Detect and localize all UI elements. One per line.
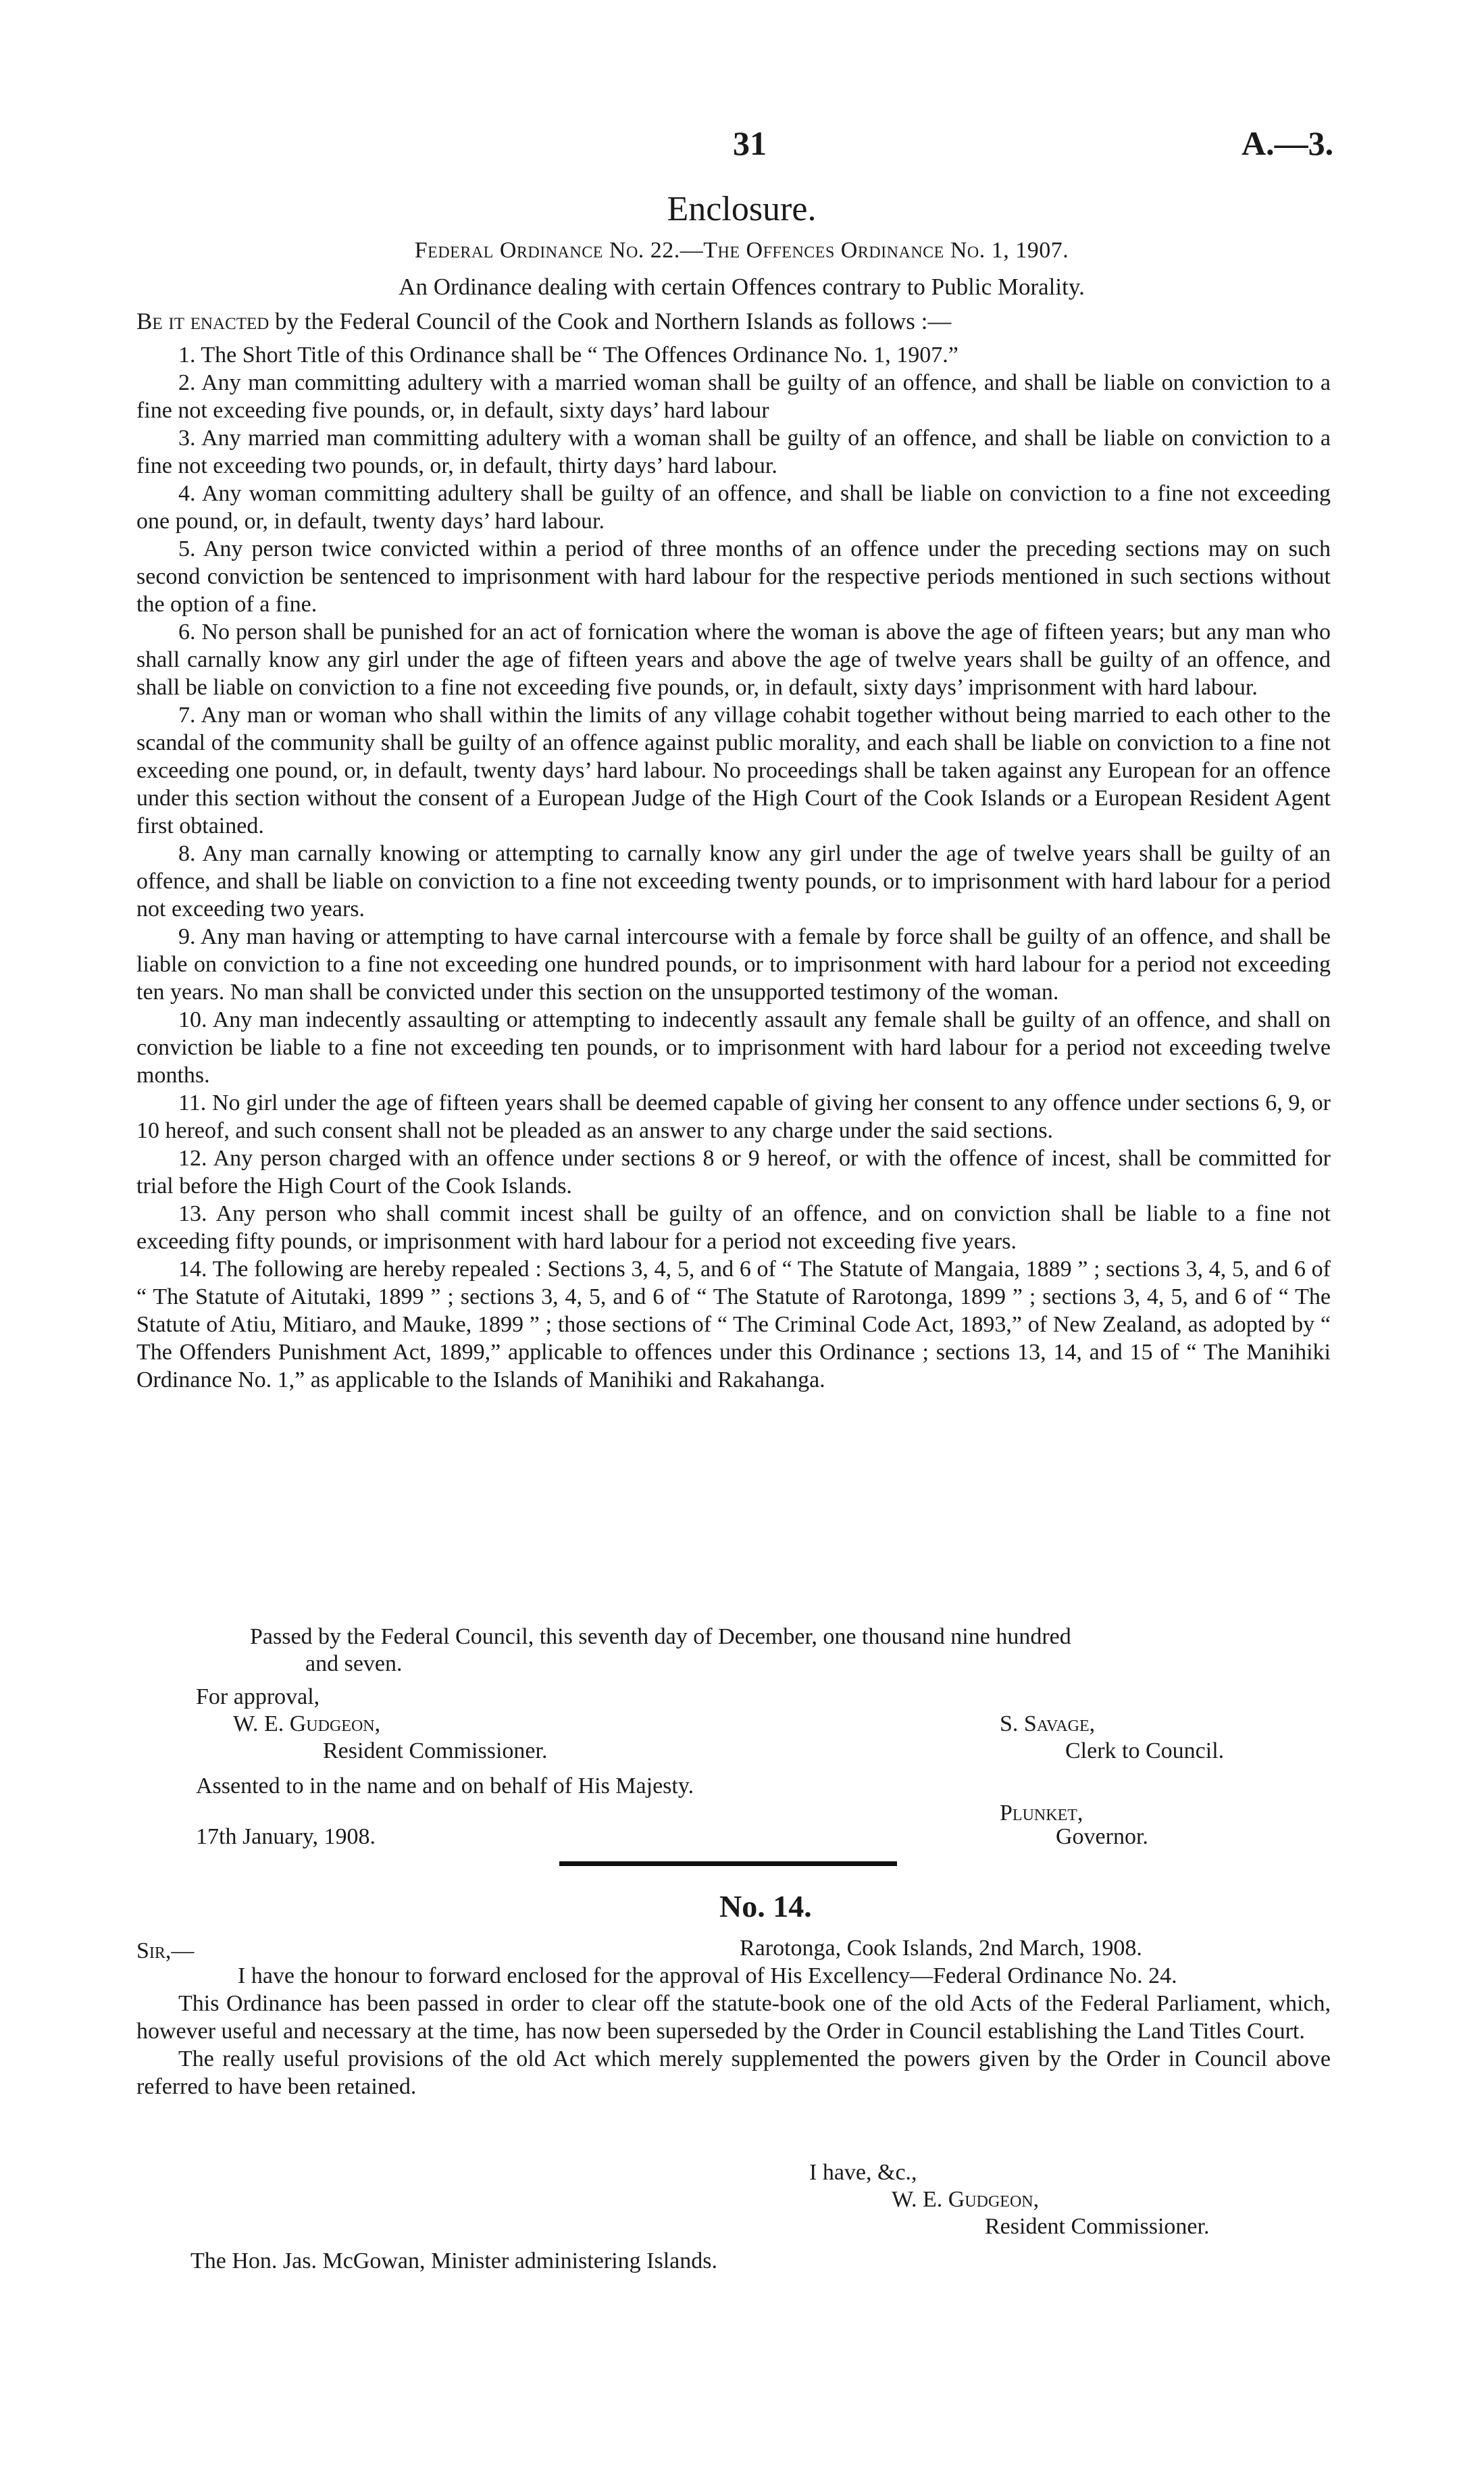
letter-addressee: The Hon. Jas. McGowan, Minister administering Islands. xyxy=(190,2248,717,2273)
section-divider xyxy=(559,1861,897,1866)
for-approval: For approval, xyxy=(196,1684,320,1709)
section-13: 13. Any person who shall commit incest shall be guilty of an offence, and on conviction shall be liable to a fine not exceeding fifty pounds, or imprisonment with hard labour for a period not exceeding five years. xyxy=(136,1201,1331,1254)
letter-signer-name: W. E. Gudgeon, xyxy=(892,2187,1040,2212)
ordinance-subtitle: An Ordinance dealing with certain Offences contrary to Public Morality. xyxy=(399,274,1085,300)
letter-body xyxy=(136,1962,1331,2100)
section-10: 10. Any man indecently assaulting or attempting to indecently assault any female shall be guilty of an offence, and shall on conviction be liable to a fine not exceeding ten pounds, or to imprisonment with hard labour for a period not exceeding twelve months. xyxy=(136,1007,1331,1088)
passed-line-1: Passed by the Federal Council, this seventh day of December, one thousand nine hundred xyxy=(250,1624,1071,1649)
enacting-clause xyxy=(136,308,951,335)
assent-date: 17th January, 1908. xyxy=(196,1824,376,1849)
commissioner-name: W. E. Gudgeon, xyxy=(233,1711,381,1736)
section-8: 8. Any man carnally knowing or attempting to carnally know any girl under the age of twelve years shall be guilty of an offence, and shall be liable on conviction to a fine not exceeding twenty pounds, or to imprisonment with hard labour for a period not exceeding two years. xyxy=(136,841,1331,922)
letter-closing: I have, &c., xyxy=(809,2160,917,2185)
ordinance-sections xyxy=(136,341,1331,1394)
page-number: 31 xyxy=(733,124,767,162)
section-9: 9. Any man having or attempting to have carnal intercourse with a female by force shall be guilty of an offence, and shall be liable on conviction to a fine not exceeding one hundred pounds, or to imprisonment with hard labour for a period not exceeding ten years. No man shall be convicted under this section on the unsupported testimony of the woman. xyxy=(136,924,1331,1005)
commissioner-title: Resident Commissioner. xyxy=(323,1738,548,1763)
enclosure-heading: Enclosure. xyxy=(667,190,817,228)
letter-paragraph-3: The really useful provisions of the old Act which merely supplemented the powers given by the Order in Council above referred to have been retained. xyxy=(136,2046,1331,2099)
section-2: 2. Any man committing adultery with a married woman shall be guilty of an offence, and shall be liable on conviction to a fine not exceeding five pounds, or, in default, sixty days’ hard labour xyxy=(136,370,1331,423)
letter-paragraph-2: This Ordinance has been passed in order to clear off the statute-book one of the old Acts of the Federal Parliament, which, however useful and necessary at the time, has now been superseded by the Order in Council establishing the Land Titles Court. xyxy=(136,1991,1331,2044)
section-5: 5. Any person twice convicted within a period of three months of an offence under the preceding sections may on such second conviction be sentenced to imprisonment with hard labour for the respective periods mentioned in such sections without the option of a fine. xyxy=(136,536,1331,617)
clerk-name: S. Savage, xyxy=(1000,1711,1096,1736)
governor-title: Governor. xyxy=(1056,1824,1148,1849)
letter-signer-title: Resident Commissioner. xyxy=(985,2214,1210,2239)
salutation: Sir,— xyxy=(136,1938,195,1963)
section-1: 1. The Short Title of this Ordinance shall be “ The Offences Ordinance No. 1, 1907.” xyxy=(178,343,958,368)
section-14: 14. The following are hereby repealed : Sections 3, 4, 5, and 6 of “ The Statute of Mangaia, 1889 ” ; sections 3, 4, 5, and 6 of “ The Statute of Aitutaki, 1899 ” ; sections 3, 4, 5, and 6 of “ The Statute of Rarotonga, 1899 ” ; sections 3, 4, 5, and 6 of “ The Statute of Atiu, Mitiaro, and Mauke, 1899 ” ; those sections of “ The Criminal Code Act, 1893,” of New Zealand, as adopted by “ The Offenders Punishment Act, 1899,” applicable to offences under this Ordinance ; sections 13, 14, and 15 of “ The Manihiki Ordinance No. 1,” as applicable to the Islands of Manihiki and Rakahanga. xyxy=(136,1257,1331,1392)
passed-statement xyxy=(250,1624,1331,1678)
governor-name: Plunket, xyxy=(1000,1801,1083,1826)
letter-number: No. 14. xyxy=(719,1889,812,1923)
section-12: 12. Any person charged with an offence under sections 8 or 9 hereof, or with the offence of incest, shall be committed for trial before the High Court of the Cook Islands. xyxy=(136,1146,1331,1199)
ordinance-title: Federal Ordinance No. 22.—The Offences Ordinance No. 1, 1907. xyxy=(414,238,1069,263)
section-7: 7. Any man or woman who shall within the limits of any village cohabit together without being married to each other to the scandal of the community shall be guilty of an offence against public morality, and each shall be liable on conviction to a fine not exceeding one pound, or, in default, twenty days’ hard labour. No proceedings shall be taken against any European for an offence under this section without the consent of a European Judge of the High Court of the Cook Islands or a European Resident Agent first obtained. xyxy=(136,703,1331,838)
enacting-caps: Be it enacted xyxy=(136,308,270,334)
section-4: 4. Any woman committing adultery shall be guilty of an offence, and shall be liable on conviction to a fine not exceeding one pound, or, in default, twenty days’ hard labour. xyxy=(136,481,1331,534)
document-reference: A.—3. xyxy=(1242,124,1334,162)
letter-dateline: Rarotonga, Cook Islands, 2nd March, 1908. xyxy=(740,1936,1142,1961)
section-11: 11. No girl under the age of fifteen years shall be deemed capable of giving her consent to any offence under sections 6, 9, or 10 hereof, and such consent shall not be pleaded as an answer to any charge under the said sections. xyxy=(136,1090,1331,1143)
clerk-title: Clerk to Council. xyxy=(1065,1738,1225,1763)
assent-statement: Assented to in the name and on behalf of His Majesty. xyxy=(196,1773,694,1798)
section-3: 3. Any married man committing adultery with a woman shall be guilty of an offence, and shall be liable on conviction to a fine not exceeding two pounds, or, in default, thirty days’ hard labour. xyxy=(136,426,1331,478)
letter-paragraph-1: I have the honour to forward enclosed for the approval of His Excellency—Federal Ordinance No. 24. xyxy=(238,1963,1177,1988)
section-6: 6. No person shall be punished for an act of fornication where the woman is above the age of fifteen years; but any man who shall carnally know any girl under the age of fifteen years and above the age of twelve years shall be guilty of an offence, and shall be liable on conviction to a fine not exceeding five pounds, or, in default, sixty days’ imprisonment with hard labour. xyxy=(136,620,1331,700)
passed-line-2: and seven. xyxy=(305,1651,403,1676)
enacting-text: by the Federal Council of the Cook and Northern Islands as follows :— xyxy=(269,308,952,334)
